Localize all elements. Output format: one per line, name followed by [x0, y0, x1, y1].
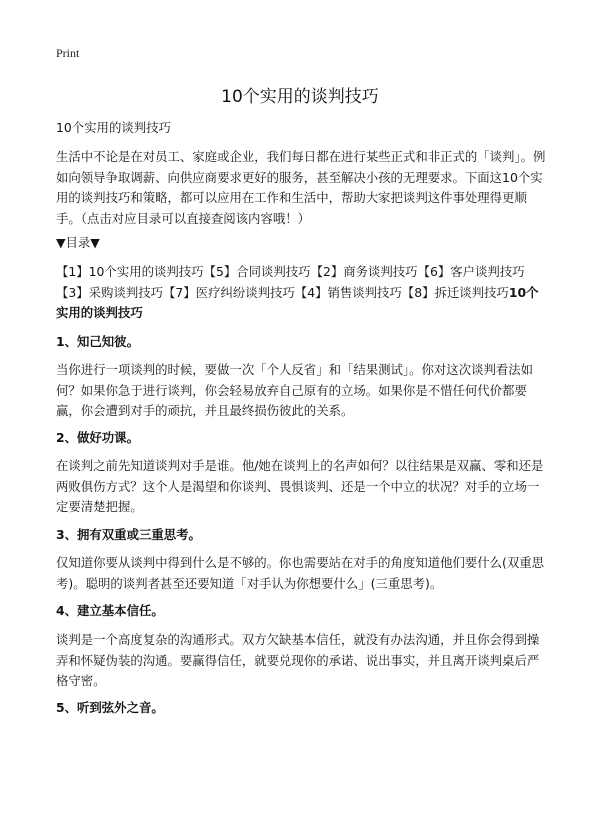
toc-last-link[interactable]: 10个实用的谈判技巧	[56, 284, 539, 320]
print-label: Print	[56, 46, 80, 60]
section-body-1: 当你进行一项谈判的时候，要做一次「个人反省」和「结果测试」。你对这次谈判看法如何？如果你急于进行谈判，你会轻易放弃自己原有的立场。如果你是不惜任何代价都要赢，你会遭到对手的顽抗，并且最终损伤彼此的关系。	[56, 362, 534, 418]
section-heading-5: 5、听到弦外之音。	[56, 700, 164, 715]
section-body-4: 谈判是一个高度复杂的沟通形式。双方欠缺基本信任，就没有办法沟通，并且你会得到操弄和怀疑伪装的沟通。要赢得信任，就要兑现你的承诺、说出事实，并且离开谈判桌后严格守密。	[56, 632, 540, 688]
section-body-2: 在谈判之前先知道谈判对手是谁。他/她在谈判上的名声如何？以往结果是双赢、零和还是两败俱伤方式？这个人是渴望和你谈判、畏惧谈判、还是一个中立的状况？对手的立场一定要清楚把握。	[56, 458, 544, 514]
section-heading-2: 2、做好功课。	[56, 430, 139, 445]
document-subtitle: 10个实用的谈判技巧	[56, 120, 171, 135]
document-title: 10个实用的谈判技巧	[221, 87, 379, 107]
section-body-3: 仅知道你要从谈判中得到什么是不够的。你也需要站在对手的角度知道他们要什么(双重思考)。聪明的谈判者甚至还要知道「对手认为你想要什么」(三重思考)。	[56, 555, 545, 591]
section-heading-3: 3、拥有双重或三重思考。	[56, 527, 201, 542]
intro-paragraph: 生活中不论是在对员工、家庭或企业，我们每日都在进行某些正式和非正式的「谈判」。例如向领导争取调薪、向供应商要求更好的服务，甚至解决小孩的无理要求。下面这10个实用的谈判技巧和策略，都可以应用在工作和生活中，帮助大家把谈判这件事处理得更顺手。（点击对应目录可以直接查阅该内容哦！）	[56, 149, 546, 226]
section-heading-4: 4、建立基本信任。	[56, 603, 164, 618]
toc-links[interactable]: 【1】10个实用的谈判技巧【5】合同谈判技巧【2】商务谈判技巧【6】客户谈判技巧【3】采购谈判技巧【7】医疗纠纷谈判技巧【4】销售谈判技巧【8】拆迁谈判技巧	[56, 264, 525, 300]
section-heading-1: 1、知己知彼。	[56, 334, 139, 349]
toc-heading: ▼目录▼	[56, 235, 100, 250]
table-of-contents	[56, 262, 550, 324]
